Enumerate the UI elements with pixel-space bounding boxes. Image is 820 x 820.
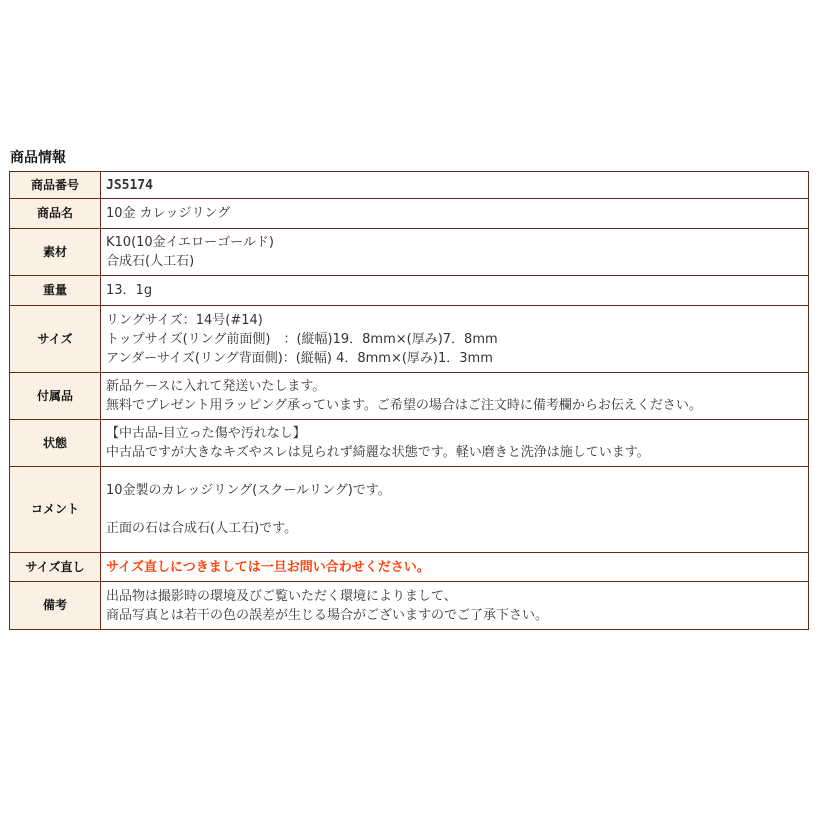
label-accessories: 付属品 [10, 373, 101, 420]
comment-line: 正面の石は合成石(人工石)です。 [106, 521, 298, 536]
table-row-comment [10, 467, 809, 553]
table-row-weight [10, 276, 809, 306]
condition-line: 中古品ですが大きなキズやスレは見られず綺麗な状態です。軽い磨きと洗浄は施しています。 [106, 445, 650, 460]
value-size [101, 306, 809, 373]
size-line: トップサイズ(リング前面側) ：(縦幅)19．8mm×(厚み)7．8mm [106, 331, 498, 347]
table-row-resize [10, 553, 809, 582]
label-weight: 重量 [10, 276, 101, 306]
label-product-number: 商品番号 [10, 172, 101, 199]
remarks-line: 商品写真とは若干の色の誤差が生じる場合がございますのでご了承下さい。 [106, 607, 549, 623]
value-condition [101, 420, 809, 467]
label-material: 素材 [10, 229, 101, 276]
value-accessories [101, 373, 809, 420]
value-material [101, 229, 809, 276]
material-line: 合成石(人工石) [106, 254, 195, 269]
size-line: リングサイズ：14号(#14) [106, 312, 263, 328]
accessories-line: 新品ケースに入れて発送いたします。 [106, 379, 326, 394]
label-remarks: 備考 [10, 582, 101, 630]
condition-line: 【中古品-目立った傷や汚れなし】 [106, 426, 306, 441]
comment-spacer [106, 500, 808, 519]
label-comment: コメント [10, 467, 101, 553]
value-remarks [101, 582, 809, 630]
table-row-product-number [10, 172, 809, 199]
table-row-material [10, 229, 809, 276]
label-resize: サイズ直し [10, 553, 101, 582]
label-condition: 状態 [10, 420, 101, 467]
material-line: K10(10金イエローゴールド) [106, 235, 274, 250]
value-resize [101, 553, 809, 582]
table-row-accessories [10, 373, 809, 420]
accessories-line: 無料でプレゼント用ラッピング承っています。ご希望の場合はご注文時に備考欄からお伝えください。 [106, 398, 702, 413]
value-product-name: 10金 カレッジリング [101, 199, 809, 229]
label-size: サイズ [10, 306, 101, 373]
table-row-size [10, 306, 809, 373]
resize-warning-text: サイズ直しにつきましては一旦お問い合わせください。 [106, 559, 430, 575]
table-row-product-name [10, 199, 809, 229]
table-row-remarks [10, 582, 809, 630]
value-weight: 13．1g [101, 276, 809, 306]
product-info-table [9, 171, 809, 630]
table-row-condition [10, 420, 809, 467]
value-product-number [101, 172, 809, 199]
section-title: 商品情報 [10, 150, 66, 166]
comment-line: 10金製のカレッジリング(スクールリング)です。 [106, 483, 391, 498]
size-line: アンダーサイズ(リング背面側)：(縦幅) 4．8mm×(厚み)1．3mm [106, 350, 493, 366]
value-comment [101, 467, 809, 553]
product-number-text: JS5174 [106, 177, 153, 193]
remarks-line: 出品物は撮影時の環境及びご覧いただく環境によりまして、 [106, 588, 457, 604]
label-product-name: 商品名 [10, 199, 101, 229]
